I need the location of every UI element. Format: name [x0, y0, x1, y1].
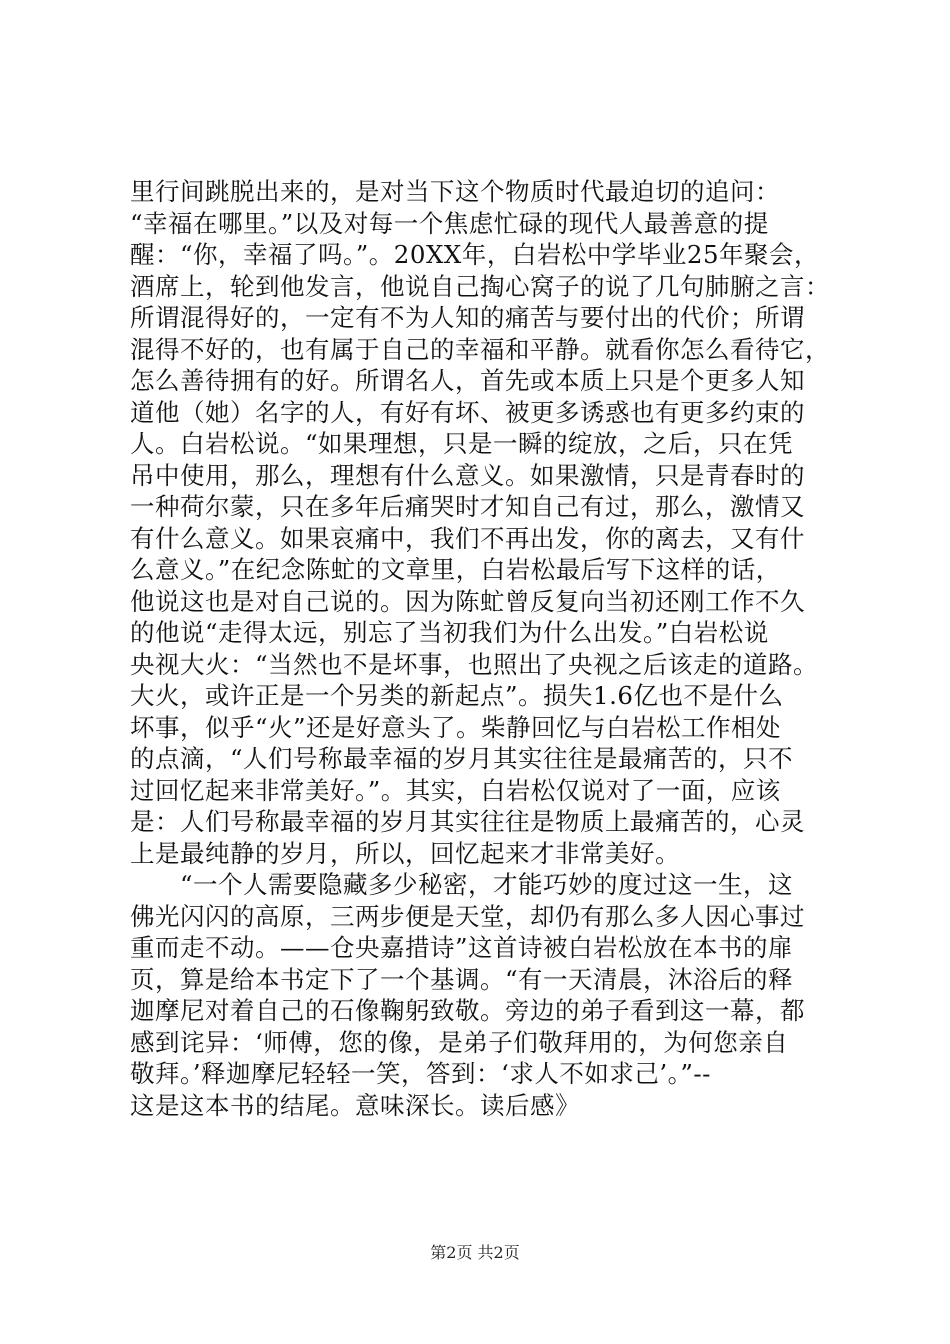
- text-line: 有什么意义。如果哀痛中，我们不再出发，你的离去，又有什: [130, 523, 805, 553]
- text-line: 上是最纯静的岁月，所以，回忆起来才非常美好。: [130, 838, 680, 868]
- text-line: 的点滴，“人们号称最幸福的岁月其实往往是最痛苦的，只不: [130, 744, 794, 773]
- text-line: 是：人们号称最幸福的岁月其实往往是物质上最痛苦的，心灵: [130, 807, 805, 836]
- text-line: 迦摩尼对着自己的石像鞠躬致敬。旁边的弟子看到这一幕，都: [130, 996, 805, 1025]
- text-line: 的他说“走得太远，别忘了当初我们为什么出发。”白岩松说: [130, 618, 769, 647]
- text-line: 么意义。”在纪念陈虻的文章里，白岩松最后写下这样的话，: [130, 555, 781, 584]
- text-line: 过回忆起来非常美好。”。其实，白岩松仅说对了一面，应该: [130, 775, 781, 805]
- text-line: 里行间跳脱出来的，是对当下这个物质时代最迫切的追问：: [130, 177, 780, 206]
- text-line: 混得不好的，也有属于自己的幸福和平静。就看你怎么看待它，: [130, 334, 830, 364]
- text-line: 酒席上，轮到他发言，他说自己掏心窝子的说了几句肺腑之言：: [130, 271, 830, 301]
- text-line: 页，算是给本书定下了一个基调。“有一天清晨，沐浴后的释: [130, 964, 794, 994]
- text-line: 佛光闪闪的高原，三两步便是天堂，却仍有那么多人因心事过: [130, 901, 805, 931]
- text-line: 怎么善待拥有的好。所谓名人，首先或本质上只是个更多人知: [130, 366, 805, 395]
- text-line: 吊中使用，那么，理想有什么意义。如果激情，只是青春时的: [130, 460, 805, 490]
- text-line: 所谓混得好的，一定有不为人知的痛苦与要付出的代价；所谓: [130, 303, 805, 332]
- text-line: “幸福在哪里。”以及对每一个焦虑忙碌的现代人最善意的提: [130, 208, 769, 238]
- text-line: 人。白岩松说。“如果理想，只是一瞬的绽放，之后，只在凭: [130, 429, 794, 458]
- text-line: 醒：“你，幸福了吗。”。20XX年，白岩松中学毕业25年聚会，: [130, 240, 820, 269]
- text-line: 他说这也是对自己说的。因为陈虻曾反复向当初还刚工作不久: [130, 586, 805, 616]
- text-line: 坏事，似乎“火”还是好意头了。柴静回忆与白岩松工作相处: [130, 712, 782, 742]
- text-line: 央视大火：“当然也不是坏事，也照出了央视之后该走的道路。: [130, 649, 819, 679]
- text-line: 感到诧异：‘师傅，您的像，是弟子们敬拜用的，为何您亲自: [130, 1027, 789, 1057]
- text-line: 一种荷尔蒙，只在多年后痛哭时才知自己有过，那么，激情又: [130, 492, 805, 521]
- text-line: 重而走不动。——仓央嘉措诗”这首诗被白岩松放在本书的扉: [130, 933, 794, 962]
- text-line-paragraph-start: “一个人需要隐藏多少秘密，才能巧妙的度过这一生，这: [180, 870, 794, 899]
- text-line: 大火，或许正是一个另类的新起点”。损失1.6亿也不是什么: [130, 681, 784, 710]
- text-line: 道他（她）名字的人，有好有坏、被更多诱惑也有更多约束的: [130, 397, 805, 427]
- body-text: [130, 176, 830, 1121]
- text-line: 这是这本书的结尾。意味深长。读后感》: [130, 1090, 580, 1120]
- page-number-footer: 第2页 共2页: [430, 1243, 520, 1262]
- text-line: 敬拜。’释迦摩尼轻轻一笑，答到：‘求人不如求己’。”--: [130, 1059, 711, 1088]
